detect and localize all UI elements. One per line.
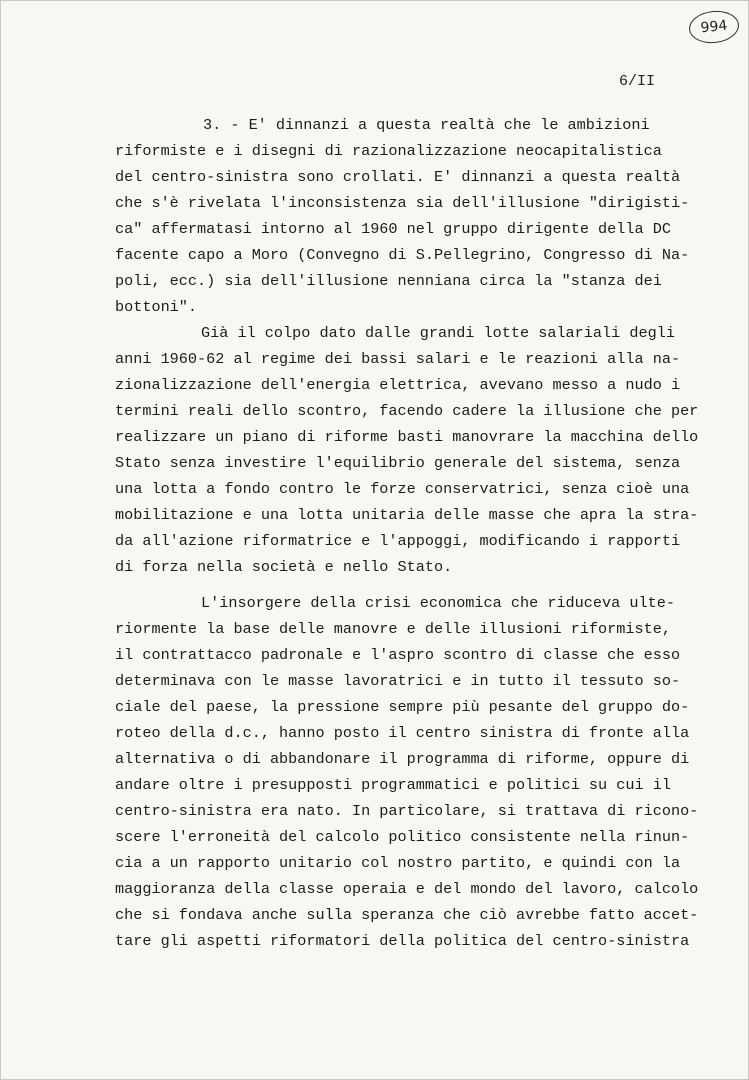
paragraph-1-line: che s'è rivelata l'inconsistenza sia dell'illusione "dirigisti- <box>115 194 690 212</box>
paragraph-1-line: poli, ecc.) sia dell'illusione nenniana circa la "stanza dei <box>115 272 662 290</box>
paragraph-2-line: da all'azione riformatrice e l'appoggi, modificando i rapporti <box>115 532 681 550</box>
paragraph-3-line: ciale del paese, la pressione sempre più pesante del gruppo do- <box>115 698 690 716</box>
paragraph-2-line: Già il colpo dato dalle grandi lotte salariali degli <box>201 324 675 342</box>
paragraph-2-line: realizzare un piano di riforme basti manovrare la macchina dello <box>115 428 699 446</box>
paragraph-1-line: 3. - E' dinnanzi a questa realtà che le ambizioni <box>203 116 650 134</box>
paragraph-3-line: determinava con le masse lavoratrici e in tutto il tessuto so- <box>115 672 681 690</box>
paragraph-3-line: andare oltre i presupposti programmatici e politici su cui il <box>115 776 671 794</box>
paragraph-2-line: zionalizzazione dell'energia elettrica, avevano messo a nudo i <box>115 376 681 394</box>
paragraph-1-line: del centro-sinistra sono crollati. E' dinnanzi a questa realtà <box>115 168 681 186</box>
archive-stamp: 994 <box>687 8 740 45</box>
paragraph-1-line: ca" affermatasi intorno al 1960 nel gruppo dirigente della DC <box>115 220 671 238</box>
paragraph-3-line: cia a un rapporto unitario col nostro partito, e quindi con la <box>115 854 681 872</box>
paragraph-1-line: facente capo a Moro (Convegno di S.Pellegrino, Congresso di Na- <box>115 246 690 264</box>
paragraph-3-line: roteo della d.c., hanno posto il centro sinistra di fronte alla <box>115 724 690 742</box>
paragraph-2-line: una lotta a fondo contro le forze conservatrici, senza cioè una <box>115 480 690 498</box>
paragraph-3-line: il contrattacco padronale e l'aspro scontro di classe che esso <box>115 646 681 664</box>
paragraph-3-line: alternativa o di abbandonare il programma di riforme, oppure di <box>115 750 690 768</box>
paragraph-2-line: mobilitazione e una lotta unitaria delle masse che apra la stra- <box>115 506 699 524</box>
paragraph-3-line: maggioranza della classe operaia e del mondo del lavoro, calcolo <box>115 880 699 898</box>
paragraph-3-line: tare gli aspetti riformatori della politica del centro-sinistra <box>115 932 690 950</box>
paragraph-3-line: centro-sinistra era nato. In particolare, si trattava di ricono- <box>115 802 699 820</box>
paragraph-3-line: L'insorgere della crisi economica che riduceva ulte- <box>201 594 675 612</box>
paragraph-2-line: Stato senza investire l'equilibrio generale del sistema, senza <box>115 454 681 472</box>
paragraph-1-line: bottoni". <box>115 298 198 316</box>
paragraph-2-line: anni 1960-62 al regime dei bassi salari e le reazioni alla na- <box>115 350 681 368</box>
paragraph-3-line: scere l'erroneità del calcolo politico consistente nella rinun- <box>115 828 690 846</box>
paragraph-2-line: termini reali dello scontro, facendo cadere la illusione che per <box>115 402 699 420</box>
paragraph-1-line: riformiste e i disegni di razionalizzazione neocapitalistica <box>115 142 662 160</box>
paragraph-2-line: di forza nella società e nello Stato. <box>115 558 453 576</box>
paragraph-3-line: che si fondava anche sulla speranza che ciò avrebbe fatto accet- <box>115 906 699 924</box>
paragraph-3-line: riormente la base delle manovre e delle illusioni riformiste, <box>115 620 671 638</box>
page-number: 6/II <box>619 73 656 90</box>
